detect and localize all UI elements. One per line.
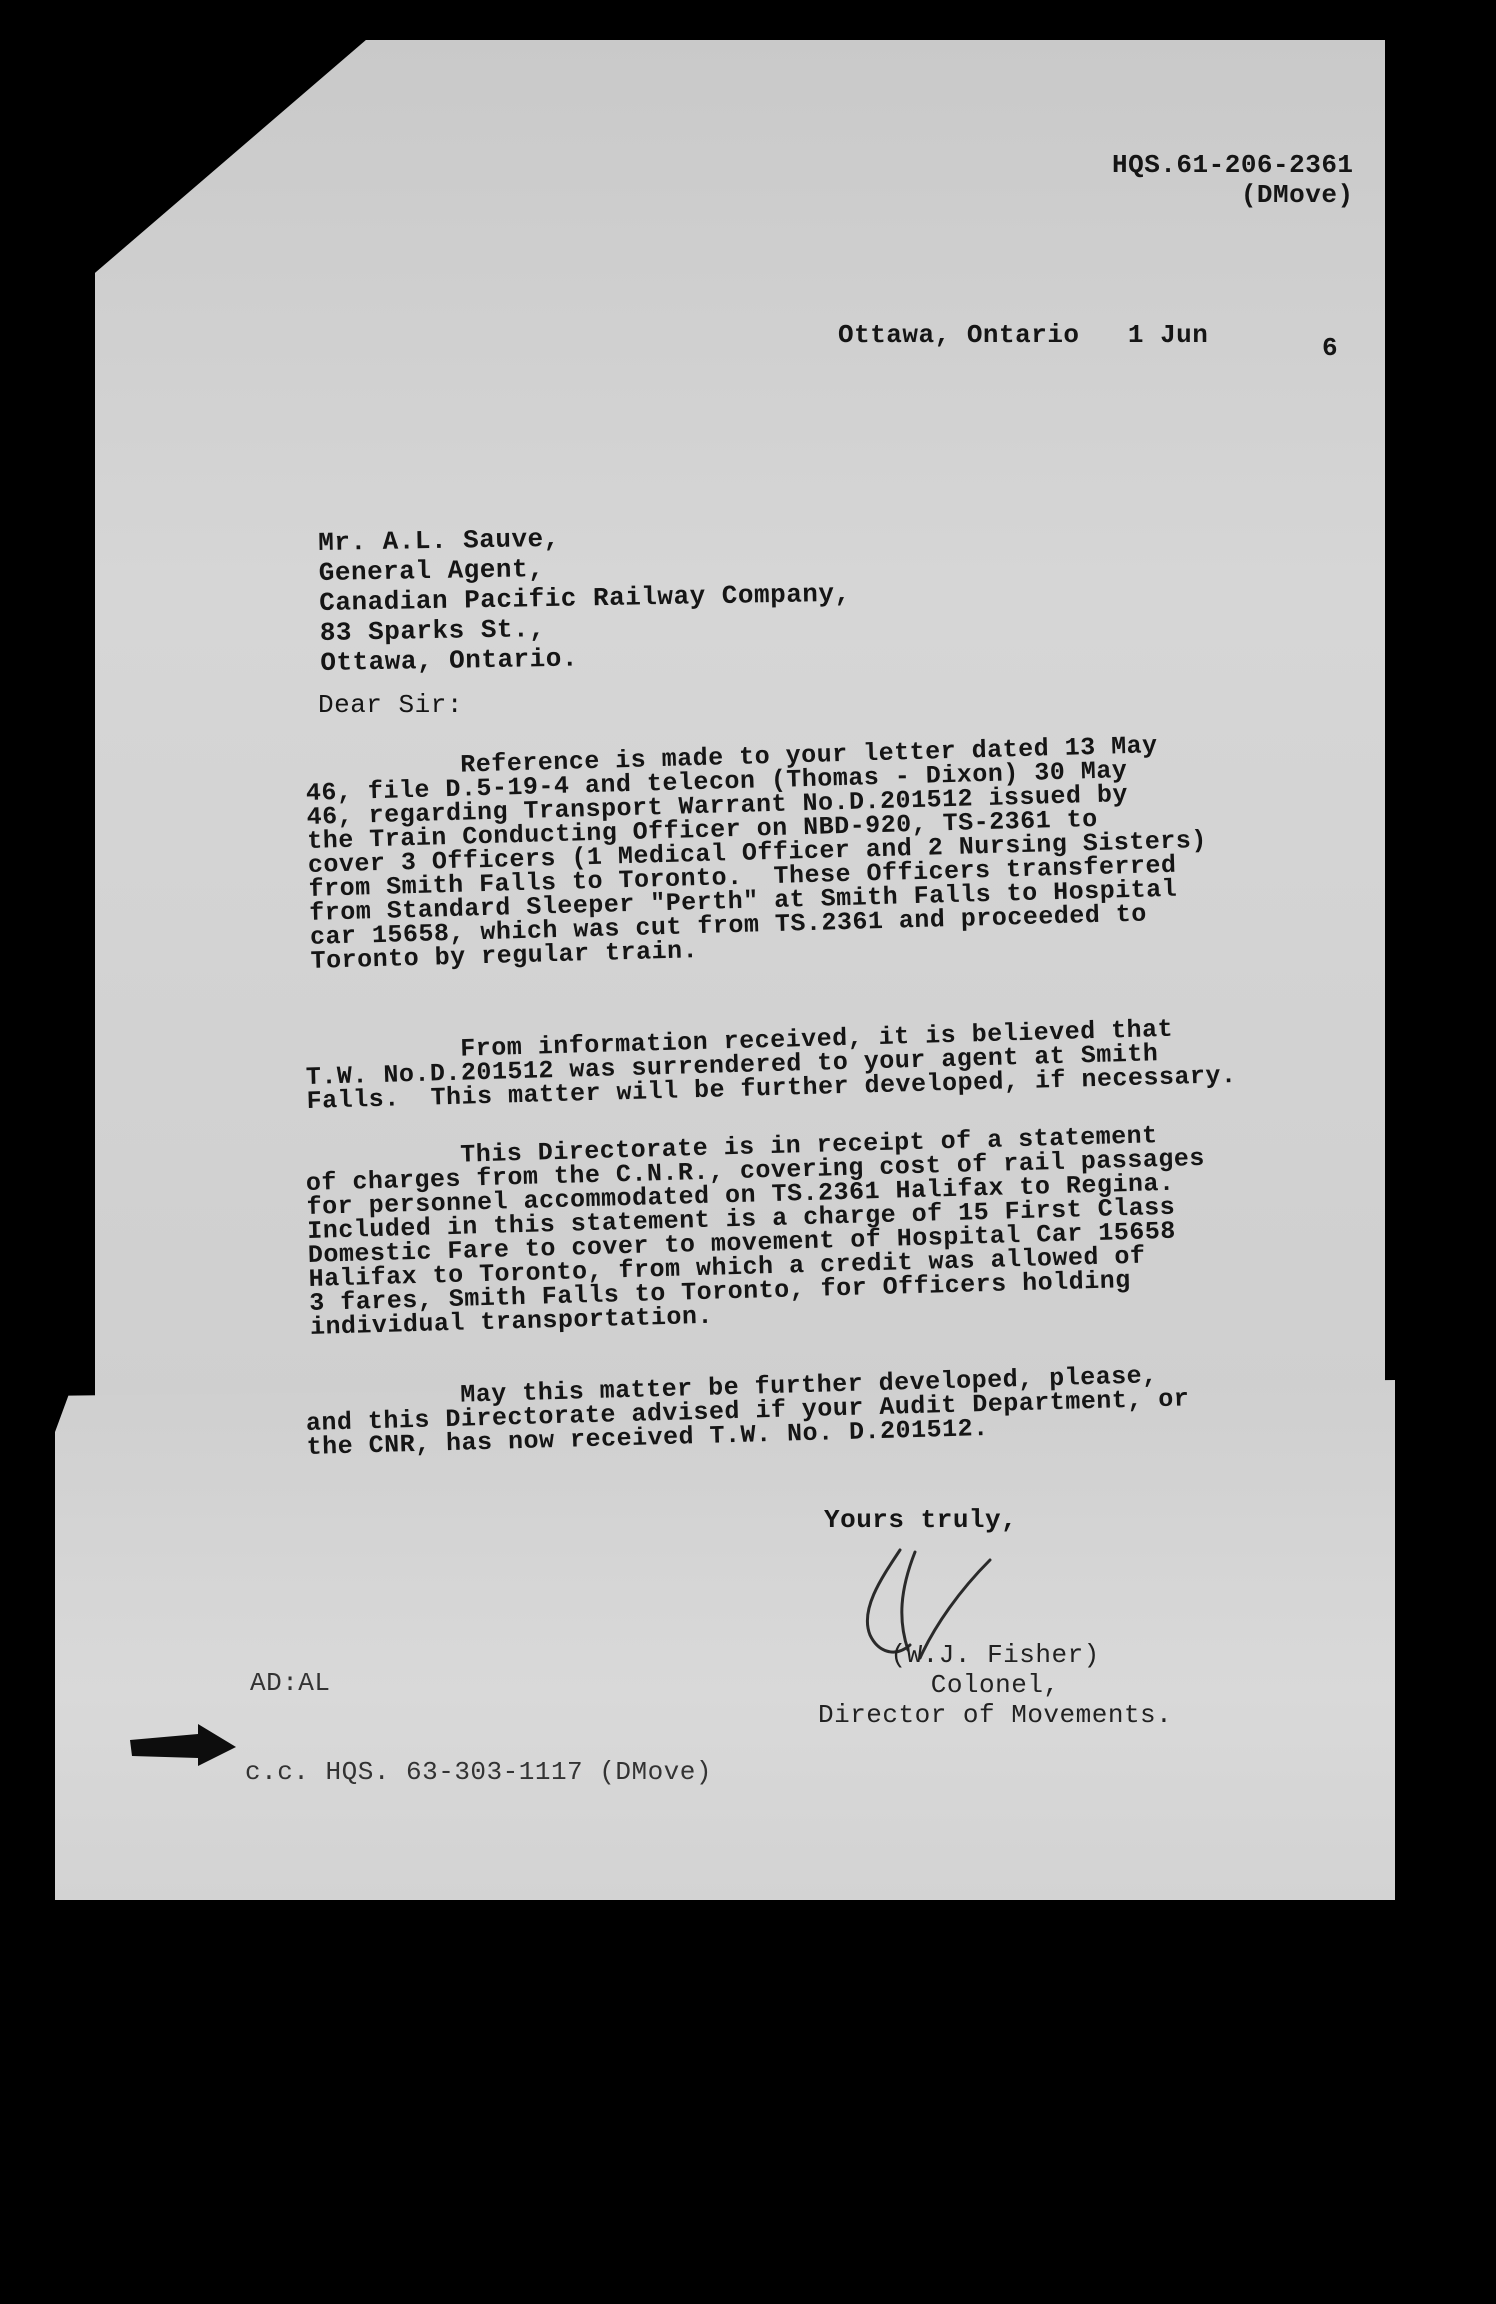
closing: Yours truly, (824, 1505, 1018, 1535)
salutation: Dear Sir: (318, 690, 463, 720)
signer-block: (W.J. Fisher) Colonel, Director of Movements. (818, 1640, 1173, 1730)
body-paragraph-1: Reference is made to your letter dated 13 May 46, file D.5-19-4 and telecon (Thomas - Dixon) 30 May 46, regarding Transport Warrant No.D.201512 issued by the Train Conducting Officer on NBD-920, TS-2361 to cover 3 Officers (1 Medical Officer and 2 Nursing Sisters) from Smith Falls to Toronto. These Officers transferred from Standard Sleeper "Perth" at Smith Falls to Hospital car 15658, which was cut from TS.2361 and proceeded to Toronto by regular train. (304, 731, 1208, 976)
body-paragraph-3: This Directorate is in receipt of a statement of charges from the C.N.R., covering cost of rail passages for personnel accommodated on TS.2361 Halifax to Regina. Included in this statement is a charge of 15 First Class Domestic Fare to cover to movement of Hospital Car 15658 Halifax to Toronto, from which a credit was allowed of 3 fares, Smith Falls to Toronto, for Officers holding individual transportation. (304, 1121, 1206, 1342)
typist-initials: AD:AL (250, 1668, 331, 1698)
recipient-address: Mr. A.L. Sauve, General Agent, Canadian Pacific Railway Company, 83 Sparks St., Ottawa, Ontario. (318, 523, 851, 678)
date: 1 Jun (1127, 320, 1209, 350)
place: Ottawa, Ontario (838, 320, 1080, 350)
carbon-copy-line: c.c. HQS. 63-303-1117 (DMove) (245, 1757, 712, 1787)
place-and-date (838, 320, 1208, 350)
date-year-fragment: 6 (1322, 333, 1339, 363)
file-reference: HQS.61-206-2361 (DMove) (1112, 150, 1354, 210)
body-paragraph-4: May this matter be further developed, please, and this Directorate advised if your Audit Department, or the CNR, has now received T.W. No. D.201512. (304, 1361, 1190, 1462)
letter-page-lower-section (55, 1380, 1395, 1900)
body-paragraph-2: From information received, it is believed that T.W. No.D.201512 was surrendered to your agent at Smith Falls. This matter will be further developed, if necessary. (304, 1014, 1237, 1116)
pointing-arrow-icon (128, 1722, 238, 1772)
